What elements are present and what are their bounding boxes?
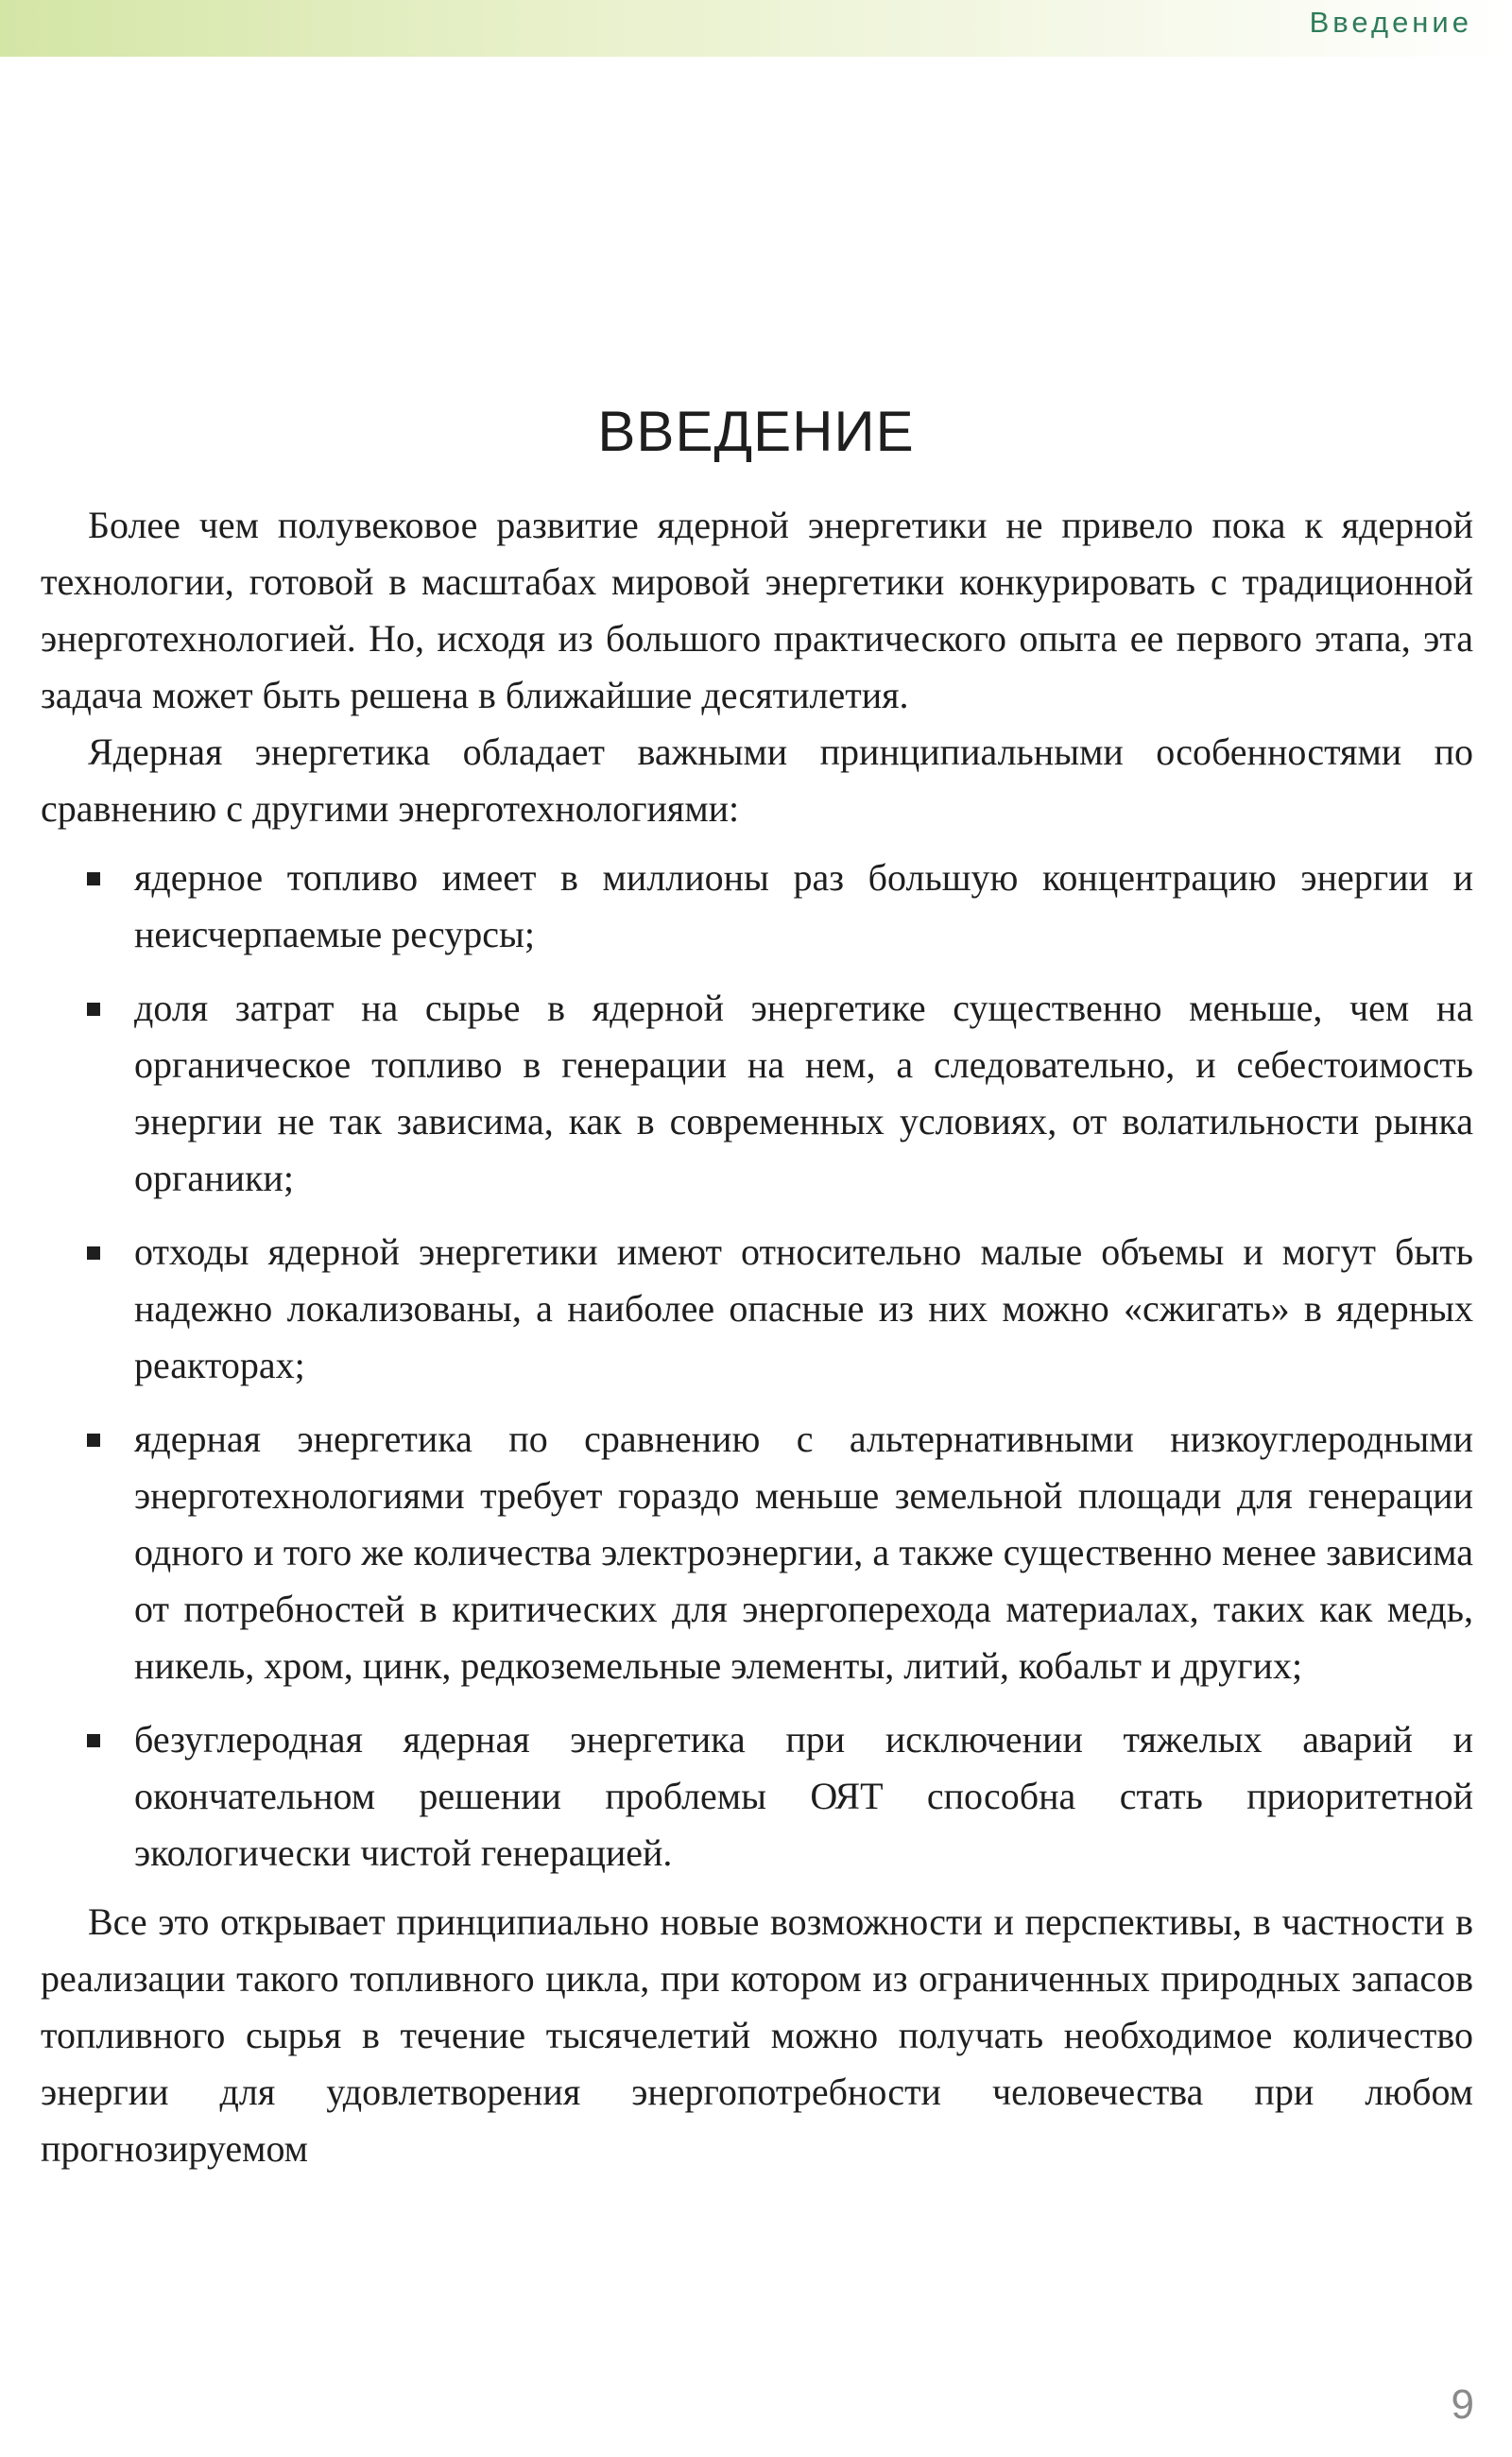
list-item — [41, 980, 1473, 1207]
header-band — [0, 0, 1512, 57]
body-text — [41, 497, 1473, 2177]
list-item-text: безуглеродная ядерная энергетика при исключении тяжелых аварий и окончательном решении проблемы ОЯТ способна стать приоритетной экологически чистой генерацией. — [134, 1718, 1473, 1874]
paragraph: Ядерная энергетика обладает важными принципиальными особенностями по сравнению с другими энерготехнологиями: — [41, 730, 1473, 830]
running-head: Введение — [1309, 6, 1472, 39]
list-item-text: отходы ядерной энергетики имеют относительно малые объемы и могут быть надежно локализованы, а наиболее опасные из них можно «сжигать» в ядерных реакторах; — [134, 1230, 1473, 1386]
list-item — [41, 1411, 1473, 1694]
paragraph: Более чем полувековое развитие ядерной энергетики не привело пока к ядерной технологии, готовой в масштабах мировой энергетики конкурировать с традиционной энерготехнологией. Но, исходя из большого практического опыта ее первого этапа, эта задача может быть решена в ближайшие десятилетия. — [41, 504, 1473, 716]
closing-paragraph: Все это открывает принципиально новые возможности и перспективы, в частности в реализации такого топливного цикла, при котором из ограниченных природных запасов топливного сырья в течение тысячелетий можно получать необходимое количество энергии для удовлетворения энергопотребности человечества при любом прогнозируемом — [41, 1900, 1473, 2170]
square-bullet-icon — [87, 1246, 100, 1260]
list-item-text: доля затрат на сырье в ядерной энергетике существенно меньше, чем на органическое топливо в генерации на нем, а следовательно, и себестоимость энергии не так зависима, как в современных условиях, от волатильности рынка органики; — [134, 987, 1473, 1199]
page-title: ВВЕДЕНИЕ — [597, 400, 915, 463]
square-bullet-icon — [87, 872, 100, 885]
list-item — [41, 1711, 1473, 1881]
feature-list — [41, 850, 1473, 1881]
page-number: 9 — [1451, 2381, 1474, 2428]
list-item-text: ядерная энергетика по сравнению с альтернативными низкоуглеродными энерготехнологиями требует гораздо меньше земельной площади для генерации одного и того же количества электроэнергии, а также существенно менее зависима от потребностей в критических для энергоперехода материалах, таких как медь, никель, хром, цинк, редкоземельные элементы, литий, кобальт и других; — [134, 1418, 1473, 1687]
square-bullet-icon — [87, 1734, 100, 1747]
list-item-text: ядерное топливо имеет в миллионы раз большую концентрацию энергии и неисчерпаемые ресурсы; — [134, 856, 1473, 955]
square-bullet-icon — [87, 1434, 100, 1447]
list-item — [41, 850, 1473, 963]
square-bullet-icon — [87, 1003, 100, 1016]
list-item — [41, 1224, 1473, 1394]
